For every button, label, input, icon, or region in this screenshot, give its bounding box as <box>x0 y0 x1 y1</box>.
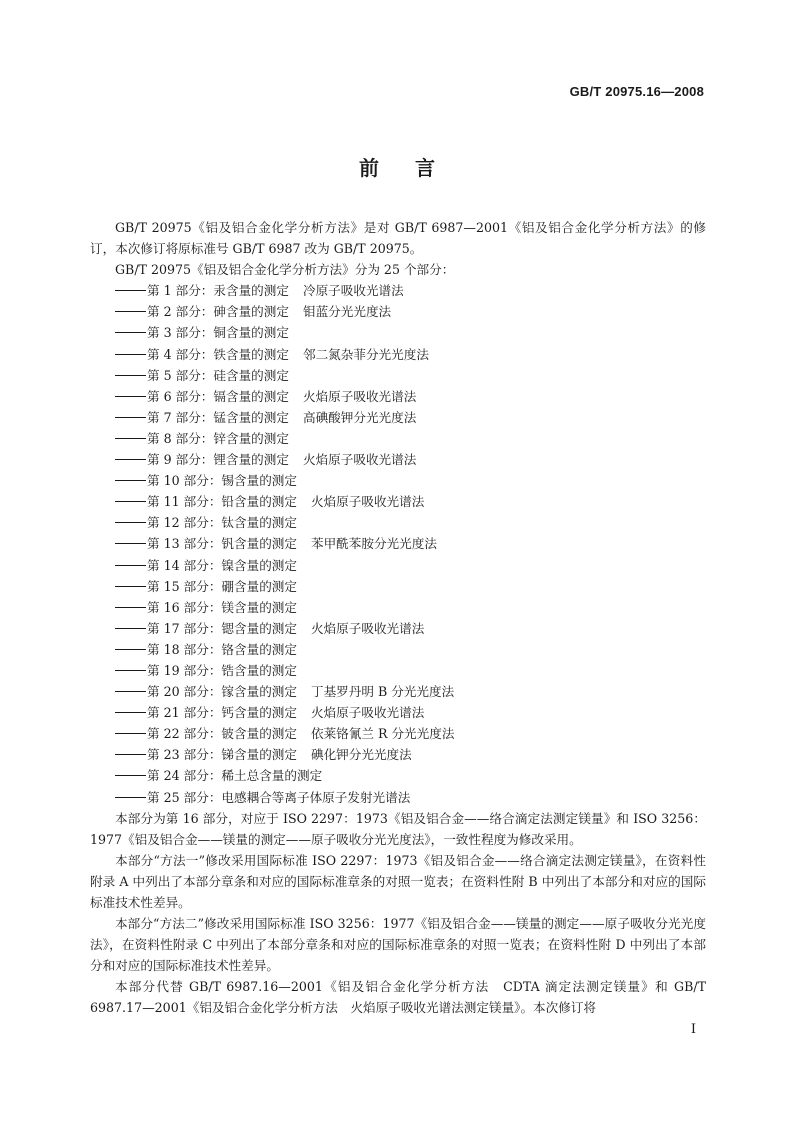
part-label: 第 8 部分：锌含量的测定 <box>147 430 289 446</box>
dash-icon <box>115 754 146 755</box>
dash-icon <box>115 332 146 333</box>
list-item <box>90 555 706 576</box>
part-label: 第 1 部分：汞含量的测定 <box>147 283 289 299</box>
list-item <box>90 681 706 702</box>
part-label: 第 18 部分：铬含量的测定 <box>147 641 297 657</box>
list-item <box>90 787 706 808</box>
page-title: 前言 <box>359 156 471 180</box>
part-label: 第 19 部分：锆含量的测定 <box>147 662 297 678</box>
list-item <box>90 765 706 786</box>
dash-icon <box>115 712 146 713</box>
list-item <box>90 301 706 322</box>
dash-icon <box>115 607 146 608</box>
document-body <box>90 217 706 1019</box>
list-item <box>90 428 706 449</box>
dash-icon <box>115 417 146 418</box>
part-method: 火焰原子吸收光谱法 <box>310 494 425 510</box>
list-item <box>90 344 706 365</box>
part-method: 钼蓝分光光度法 <box>302 304 392 320</box>
list-item <box>90 512 706 533</box>
parts-list <box>90 280 706 807</box>
standard-code: GB/T 20975.16—2008 <box>569 84 704 99</box>
list-item <box>90 660 706 681</box>
body-paragraph: 本部分为第 16 部分，对应于 ISO 2297：1973《铝及铝合金——络合滴定法测定镁量》和 ISO 3256：1977《铝及铝合金——镁量的测定——原子吸收分光光度法》，一致性程度为修改采用。 <box>90 810 706 847</box>
part-label: 第 24 部分：稀土总含量的测定 <box>147 768 323 784</box>
part-method: 火焰原子吸收光谱法 <box>302 452 417 468</box>
part-label: 第 25 部分：电感耦合等离子体原子发射光谱法 <box>147 789 411 805</box>
part-label: 第 7 部分：锰含量的测定 <box>147 409 289 425</box>
dash-icon <box>115 438 146 439</box>
list-item <box>90 407 706 428</box>
list-item <box>90 702 706 723</box>
part-label: 第 10 部分：锡含量的测定 <box>147 473 297 489</box>
body-paragraph: 本部分“方法二”修改采用国际标准 ISO 3256：1977《铝及铝合金——镁量的测定——原子吸收分光光度法》，在资料性附录 C 中列出了本部分章条和对应的国际标准章条的对照一览表；在资料性附 D 中列出了本部分和对应的国际标准技术性差异。 <box>90 916 706 974</box>
dash-icon <box>115 670 146 671</box>
body-paragraph: 本部分代替 GB/T 6987.16—2001《铝及铝合金化学分析方法 CDTA 滴定法测定镁量》和 GB/T 6987.17—2001《铝及铝合金化学分析方法 火焰原子吸收光谱法测定镁量》。本次修订将 <box>90 979 706 1016</box>
dash-icon <box>115 522 146 523</box>
part-label: 第 4 部分：铁含量的测定 <box>147 346 289 362</box>
list-item <box>90 386 706 407</box>
dash-icon <box>115 480 146 481</box>
dash-icon <box>115 311 146 312</box>
dash-icon <box>115 733 146 734</box>
part-label: 第 21 部分：钙含量的测定 <box>147 705 297 721</box>
intro-paragraph: GB/T 20975《铝及铝合金化学分析方法》分为 25 个部分： <box>115 262 455 278</box>
part-label: 第 17 部分：锶含量的测定 <box>147 620 297 636</box>
part-method: 依莱铬氰兰 R 分光光度法 <box>310 726 455 742</box>
list-item <box>90 618 706 639</box>
part-method: 碘化钾分光光度法 <box>310 747 412 763</box>
part-method: 高碘酸钾分光光度法 <box>302 409 417 425</box>
dash-icon <box>115 354 146 355</box>
part-method: 丁基罗丹明 B 分光光度法 <box>310 684 455 700</box>
list-item <box>90 639 706 660</box>
part-label: 第 20 部分：镓含量的测定 <box>147 684 297 700</box>
list-item <box>90 280 706 301</box>
part-label: 第 12 部分：钛含量的测定 <box>147 515 297 531</box>
dash-icon <box>115 691 146 692</box>
dash-icon <box>115 501 146 502</box>
dash-icon <box>115 586 146 587</box>
part-label: 第 15 部分：硼含量的测定 <box>147 578 297 594</box>
part-method: 火焰原子吸收光谱法 <box>302 388 417 404</box>
part-method: 火焰原子吸收光谱法 <box>310 705 425 721</box>
list-item <box>90 365 706 386</box>
part-method: 苯甲酰苯胺分光光度法 <box>310 536 437 552</box>
part-label: 第 11 部分：铅含量的测定 <box>147 494 297 510</box>
intro-paragraph: GB/T 20975《铝及铝合金化学分析方法》是对 GB/T 6987—2001《铝及铝合金化学分析方法》的修订，本次修订将原标准号 GB/T 6987 改为 GB/T 20975。 <box>90 220 706 257</box>
page-number: I <box>690 1022 696 1037</box>
list-item <box>90 576 706 597</box>
dash-icon <box>115 565 146 566</box>
list-item <box>90 322 706 343</box>
part-label: 第 13 部分：钒含量的测定 <box>147 536 297 552</box>
part-method: 冷原子吸收光谱法 <box>302 283 404 299</box>
dash-icon <box>115 290 146 291</box>
part-label: 第 3 部分：铜含量的测定 <box>147 325 289 341</box>
part-label: 第 16 部分：镁含量的测定 <box>147 599 297 615</box>
part-label: 第 23 部分：锑含量的测定 <box>147 747 297 763</box>
part-label: 第 22 部分：铍含量的测定 <box>147 726 297 742</box>
list-item <box>90 449 706 470</box>
list-item <box>90 470 706 491</box>
list-item <box>90 533 706 554</box>
dash-icon <box>115 649 146 650</box>
part-label: 第 14 部分：镍含量的测定 <box>147 557 297 573</box>
dash-icon <box>115 543 146 544</box>
list-item <box>90 597 706 618</box>
part-label: 第 5 部分：硅含量的测定 <box>147 367 289 383</box>
dash-icon <box>115 775 146 776</box>
part-label: 第 6 部分：镉含量的测定 <box>147 388 289 404</box>
list-item <box>90 744 706 765</box>
dash-icon <box>115 459 146 460</box>
part-label: 第 9 部分：锂含量的测定 <box>147 452 289 468</box>
part-label: 第 2 部分：砷含量的测定 <box>147 304 289 320</box>
dash-icon <box>115 797 146 798</box>
part-method: 邻二氮杂菲分光光度法 <box>302 346 429 362</box>
body-paragraph: 本部分“方法一”修改采用国际标准 ISO 2297：1973《铝及铝合金——络合滴定法测定镁量》，在资料性附录 A 中列出了本部分章条和对应的国际标准章条的对照一览表；在资料性附 B 中列出了本部分和对应的国际标准技术性差异。 <box>90 852 706 910</box>
list-item <box>90 491 706 512</box>
part-method: 火焰原子吸收光谱法 <box>310 620 425 636</box>
dash-icon <box>115 396 146 397</box>
dash-icon <box>115 375 146 376</box>
dash-icon <box>115 628 146 629</box>
list-item <box>90 723 706 744</box>
